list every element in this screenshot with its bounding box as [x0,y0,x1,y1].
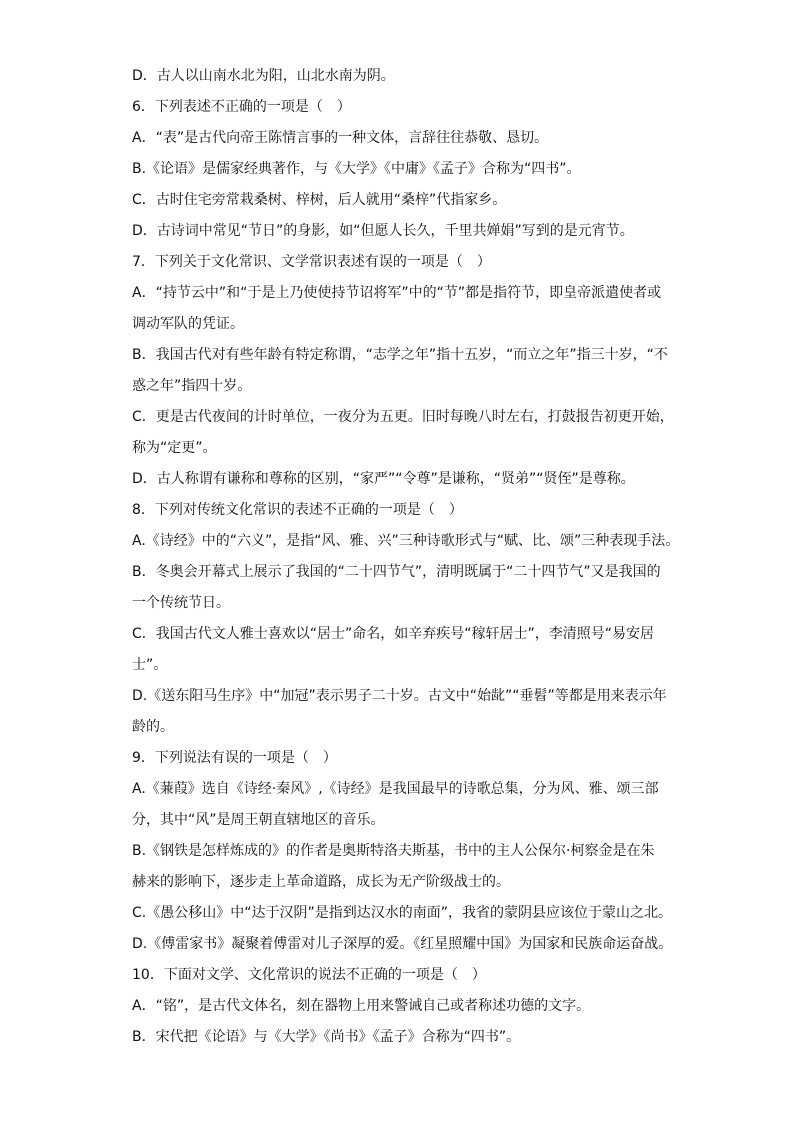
text-line: D．古人称谓有谦称和尊称的区别，“家严”“令尊”是谦称，“贤弟”“贤侄”是尊称。 [132,471,635,487]
text-line: A.《蒹葭》选自《诗经·秦风》,《诗经》是我国最早的诗歌总集，分为风、雅、颂三部 [132,781,659,797]
text-line: 8．下列对传统文化常识的表述不正确的一项是（ ） [132,502,463,518]
question-text-block [132,61,680,1053]
text-line: 7．下列关于文化常识、文学常识表述有误的一项是（ ） [132,254,491,270]
text-line: B.《论语》是儒家经典著作，与《大学》《中庸》《孟子》合称为“四书”。 [132,161,581,177]
text-line: D.《傅雷家书》凝聚着傅雷对儿子深厚的爱。《红星照耀中国》为国家和民族命运奋战。 [132,936,673,952]
text-line: B．冬奥会开幕式上展示了我国的“二十四节气”，清明既属于“二十四节气”又是我国的 [132,564,661,580]
text-line: C．更是古代夜间的计时单位，一夜分为五更。旧时每晚八时左右，打鼓报告初更开始， [132,409,674,425]
text-line: 士”。 [132,657,168,673]
text-line: B．宋代把《论语》与《大学》《尚书》《孟子》合称为“四书”。 [132,1029,521,1045]
text-line: 称为“定更”。 [132,440,217,456]
text-line: 一个传统节日。 [132,595,230,611]
text-line: 赫来的影响下，逐步走上革命道路，成长为无产阶级战士的。 [132,874,510,890]
text-line: 9．下列说法有误的一项是（ ） [132,750,337,766]
text-line: C．我国古代文人雅士喜欢以“居士”命名，如辛弃疾号“稼轩居士”，李清照号“易安居 [132,626,655,642]
text-line: A．“铭”，是古代文体名，刻在器物上用来警诫自己或者称述功德的文字。 [132,998,591,1014]
text-line: C．古时住宅旁常栽桑树、梓树，后人就用“桑梓”代指家乡。 [132,192,507,208]
text-line: D．古人以山南水北为阳，山北水南为阴。 [132,68,395,84]
text-line: A．“持节云中”和“于是上乃使使持节诏将军”中的“节”都是指符节，即皇帝派遣使者或 [132,285,662,301]
text-line: 惑之年”指四十岁。 [132,378,252,394]
text-line: D.《送东阳马生序》中“加冠”表示男子二十岁。古文中“始龀”“垂髫”等都是用来表示年 [132,688,667,704]
text-line: 6．下列表述不正确的一项是（ ） [132,99,351,115]
text-line: D．古诗词中常见“节日”的身影，如“但愿人长久，千里共婵娟”写到的是元宵节。 [132,223,634,239]
text-line: 分，其中“风”是周王朝直辖地区的音乐。 [132,812,385,828]
text-line: B.《钢铁是怎样炼成的》的作者是奥斯特洛夫斯基，书中的主人公保尔·柯察金是在朱 [132,843,655,859]
text-line: B．我国古代对有些年龄有特定称谓，“志学之年”指十五岁，“而立之年”指三十岁，“不 [132,347,668,363]
text-line: 10．下面对文学、文化常识的说法不正确的一项是（ ） [132,967,486,983]
text-line: C.《愚公移山》中“达于汉阴”是指到达汉水的南面”，我省的蒙阴县应该位于蒙山之北。 [132,905,672,921]
text-line: 调动军队的凭证。 [132,316,244,332]
text-line: A．“表”是古代向帝王陈情言事的一种文体，言辞往往恭敬、恳切。 [132,130,549,146]
text-line: A.《诗经》中的“六义”，是指“风、雅、兴”三种诗歌形式与“赋、比、颂”三种表现手法。 [132,533,680,549]
text-line: 龄的。 [132,719,174,735]
